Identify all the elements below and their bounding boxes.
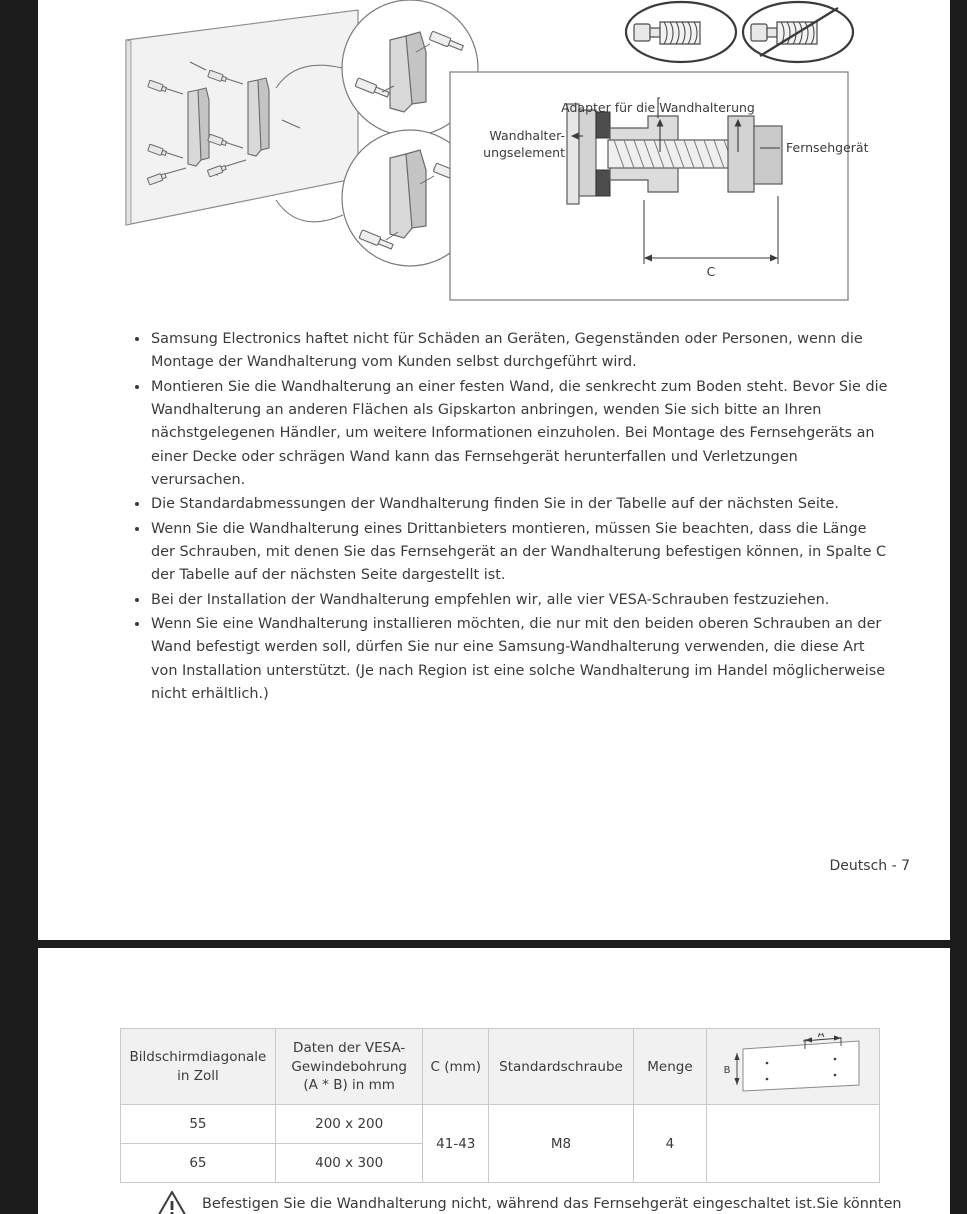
list-item-text: Bei der Installation der Wandhalterung empfehlen wir, alle vier VESA-Schrauben festzuziehen. xyxy=(151,591,830,608)
figure-label-tv: Fernsehgerät xyxy=(786,140,869,155)
list-item xyxy=(133,328,893,375)
header-diagonal-line2: in Zoll xyxy=(177,1067,219,1084)
cell-c-mm: 41-43 xyxy=(423,1105,489,1183)
manual-page-8 xyxy=(38,948,950,1214)
figure-label-bracket-1: Wandhalter- xyxy=(489,128,565,143)
list-item xyxy=(133,376,893,493)
warning-triangle-icon xyxy=(156,1190,188,1214)
screw-ok-icon xyxy=(626,2,736,62)
list-item xyxy=(133,518,893,588)
list-item xyxy=(133,493,893,516)
figure-label-bracket-2: ungselement xyxy=(483,145,565,160)
header-vesa-line2: Gewindebohrung xyxy=(291,1058,407,1075)
cell-quantity: 4 xyxy=(633,1105,706,1183)
page-footer-label: Deutsch - 7 xyxy=(829,858,910,874)
vesa-spec-table xyxy=(120,1028,880,1183)
vesa-spec-table-wrapper xyxy=(120,1028,880,1183)
notes-list xyxy=(133,328,893,707)
table-header-row xyxy=(121,1029,880,1105)
figure-label-c: C xyxy=(706,264,716,279)
list-item xyxy=(133,589,893,612)
bullet-dot xyxy=(135,502,139,506)
bracket-right xyxy=(248,78,269,156)
svg-text:A: A xyxy=(817,1033,825,1040)
header-diagonal-line1: Bildschirmdiagonale xyxy=(129,1049,267,1066)
header-vesa xyxy=(275,1029,423,1105)
bullet-dot xyxy=(135,337,139,341)
bullet-dot xyxy=(135,527,139,531)
list-item-text: Wenn Sie die Wandhalterung eines Drittanbieters montieren, müssen Sie beachten, dass die Länge der Schrauben, mit denen Sie das Fernsehgerät an der Wandhalterung befestigen können, in Spalte C der Tabelle auf der nächsten Seite dargestellt ist. xyxy=(151,520,887,584)
header-vesa-line1: Daten der VESA- xyxy=(293,1040,406,1057)
cell-vesa: 200 x 200 xyxy=(275,1105,423,1144)
header-diagonal xyxy=(121,1029,276,1105)
cell-diagonal: 65 xyxy=(121,1144,276,1183)
header-standard-screw: Standardschraube xyxy=(489,1029,634,1105)
header-quantity: Menge xyxy=(633,1029,706,1105)
list-item-text: Wenn Sie eine Wandhalterung installieren möchten, die nur mit den beiden oberen Schrauben an der Wand befestigt werden soll, dürfen Sie nur eine Samsung-Wandhalterung verwenden, die diese Art von Installation unterstützt. (Je nach Region ist eine solche Wandhalterung im Handel möglicherweise nicht erhältlich.) xyxy=(151,615,886,702)
manual-page-7 xyxy=(38,0,950,940)
bullet-dot xyxy=(135,598,139,602)
tv-panel-illustration xyxy=(126,10,358,225)
cell-diagram-empty xyxy=(706,1105,879,1183)
ab-dimension-diagram xyxy=(713,1033,873,1095)
screw-not-ok-icon xyxy=(743,2,853,62)
cell-diagonal: 55 xyxy=(121,1105,276,1144)
svg-text:B: B xyxy=(723,1065,731,1076)
list-item xyxy=(133,613,893,706)
wall-mount-figure xyxy=(38,0,950,312)
header-c-mm: C (mm) xyxy=(423,1029,489,1105)
bracket-left xyxy=(188,88,209,166)
header-diagram-cell xyxy=(706,1029,879,1105)
cell-vesa: 400 x 300 xyxy=(275,1144,423,1183)
list-item-text: Montieren Sie die Wandhalterung an einer festen Wand, die senkrecht zum Boden steht. Bevor Sie die Wandhalterung an anderen Flächen als Gipskarton anbringen, wenden Sie sich bitte an Ihren nächstgelegenen Händler, um weitere Informationen einzuholen. Bei Montage des Fernsehgeräts an einer Decke oder schrägen Wand kann das Fernsehgerät herunterfallen und Verletzungen verursachen. xyxy=(151,378,888,488)
warning-row xyxy=(156,1190,946,1214)
bullet-dot xyxy=(135,622,139,626)
header-vesa-line3: (A * B) in mm xyxy=(303,1076,395,1093)
list-item-text: Die Standardabmessungen der Wandhalterung finden Sie in der Tabelle auf der nächsten Seite. xyxy=(151,496,839,513)
cell-screw: M8 xyxy=(489,1105,634,1183)
table-row xyxy=(121,1105,880,1144)
warning-text: Befestigen Sie die Wandhalterung nicht, während das Fernsehgerät eingeschaltet ist.Sie könnten xyxy=(202,1196,902,1212)
bullet-dot xyxy=(135,385,139,389)
list-item-text: Samsung Electronics haftet nicht für Schäden an Geräten, Gegenständen oder Personen, wenn die Montage der Wandhalterung vom Kunden selbst durchgeführt wird. xyxy=(151,331,863,371)
figure-label-adapter: Adapter für die Wandhalterung xyxy=(561,100,755,115)
